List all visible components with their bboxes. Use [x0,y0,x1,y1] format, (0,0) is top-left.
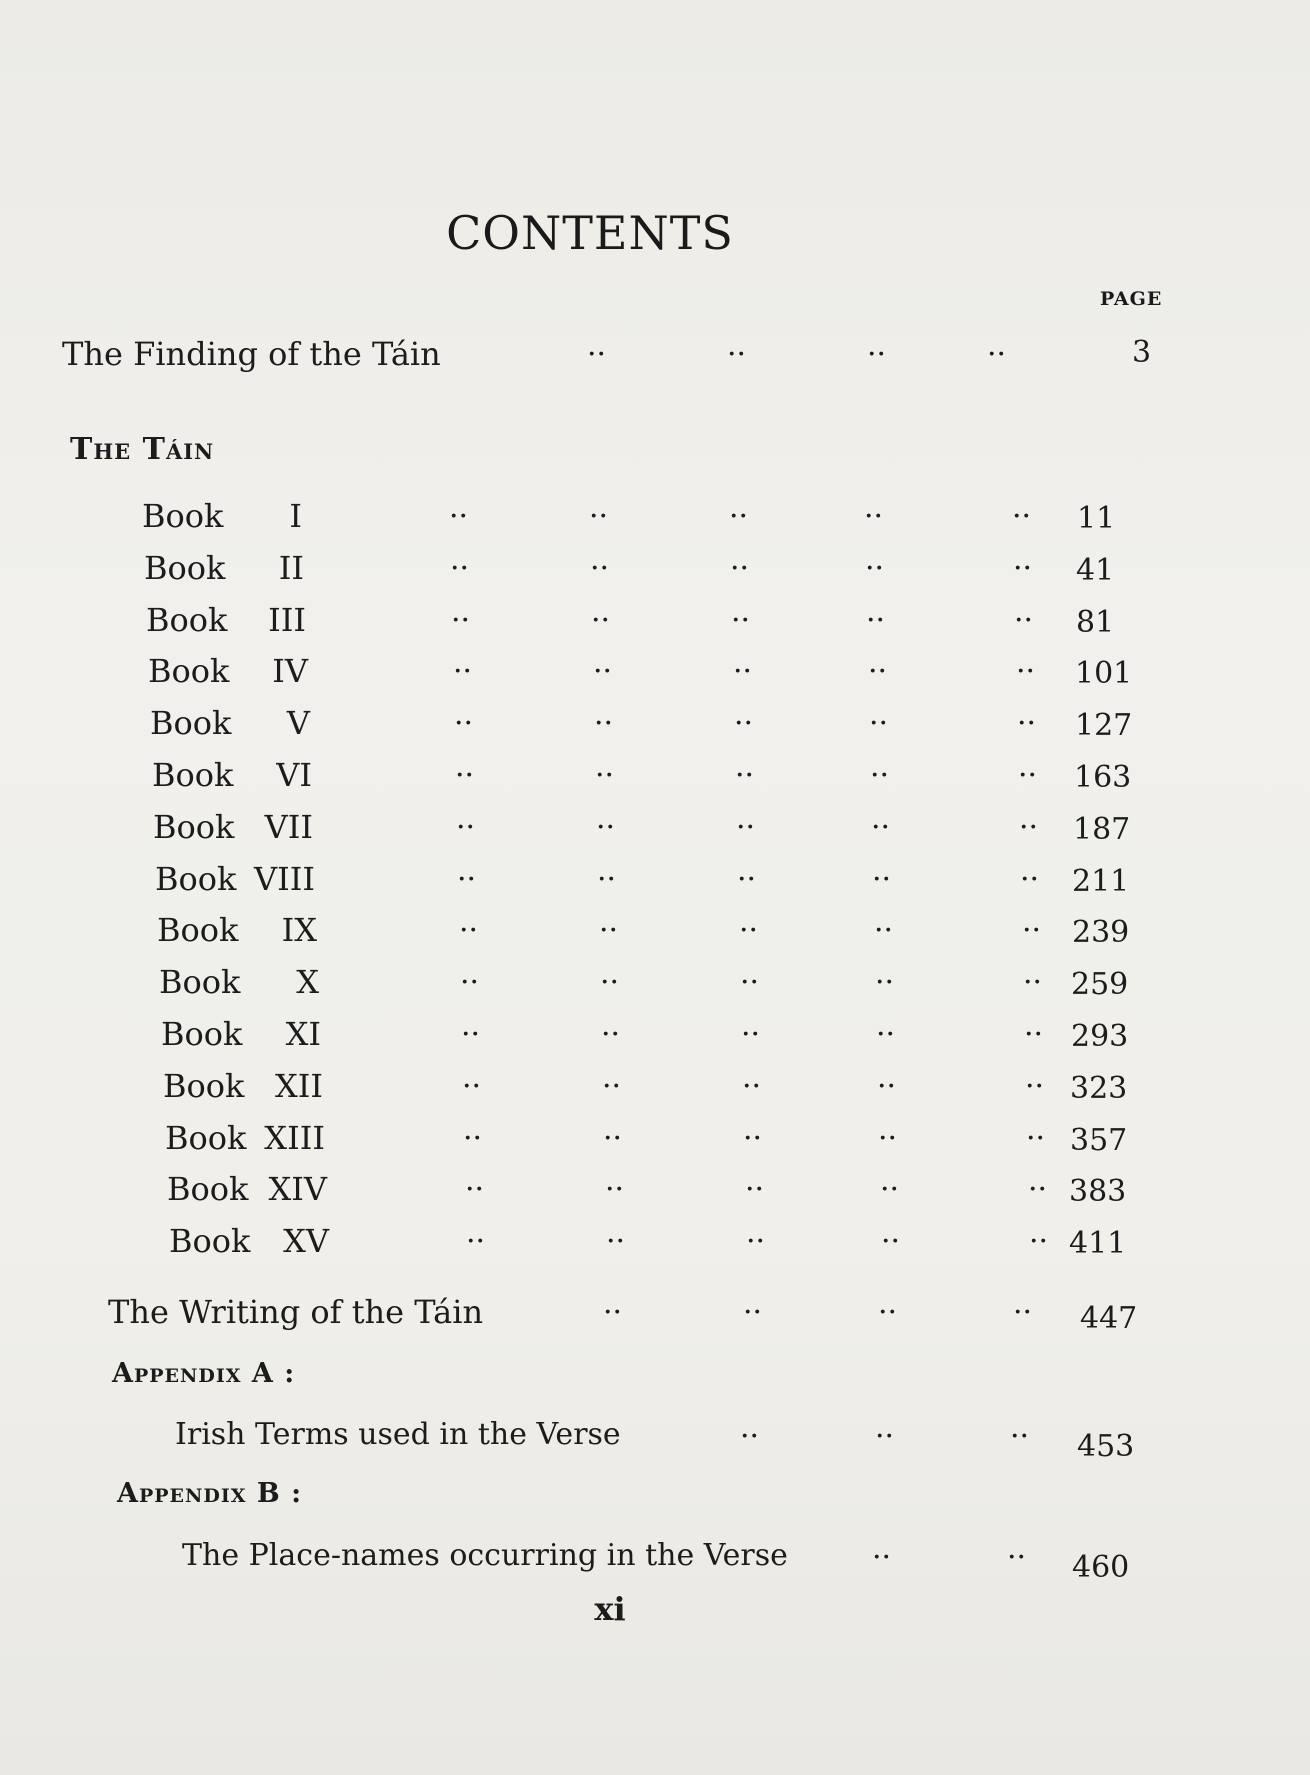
book-numeral: III [268,601,306,639]
toc-entry-book[interactable] [155,860,1310,900]
leader-dots: ·· [987,337,1007,372]
book-word: Book [153,808,235,846]
leader-dots: ·· [1012,499,1032,534]
leader-dots: ·· [596,810,616,845]
book-word: Book [161,1015,243,1053]
toc-entry-finding[interactable] [62,335,1262,375]
toc-entry-book[interactable] [167,1170,1310,1210]
book-word: Book [150,704,232,742]
leader-dots: ·· [868,654,888,689]
leader-dots: ·· [727,337,747,372]
book-numeral: XIV [268,1170,327,1208]
leader-dots: ·· [740,965,760,1000]
book-word: Book [142,497,224,535]
leader-dots: ·· [589,499,609,534]
folio-number: xi [594,1590,626,1628]
leader-dots: ·· [1019,810,1039,845]
book-numeral: XV [283,1222,329,1260]
leader-dots: ·· [1013,1295,1033,1330]
toc-entry-book[interactable] [146,601,1310,641]
leader-dots: ·· [875,965,895,1000]
toc-entry-appendix-a[interactable] [175,1417,1310,1464]
book-word: Book [169,1222,251,1260]
leader-dots: ·· [595,758,615,793]
leader-dots: ·· [603,1295,623,1330]
leader-dots: ·· [741,1017,761,1052]
leader-dots: ·· [866,603,886,638]
toc-entry-book[interactable] [148,652,1310,692]
leader-dots: ·· [872,862,892,897]
leader-dots: ·· [881,1224,901,1259]
book-word: Book [159,963,241,1001]
leader-dots: ·· [876,1017,896,1052]
leader-dots: ·· [466,1224,486,1259]
entry-page-number: 187 [1073,812,1131,847]
toc-entry-book[interactable] [159,963,1310,1003]
leader-dots: ·· [736,810,756,845]
book-word: Book [146,601,228,639]
leader-dots: ·· [591,603,611,638]
leader-dots: ·· [461,1017,481,1052]
leader-dots: ·· [864,499,884,534]
leader-dots: ·· [742,1069,762,1104]
leader-dots: ·· [462,1069,482,1104]
entry-label: The Writing of the Táin [108,1293,484,1331]
leader-dots: ·· [454,706,474,741]
leader-dots: ·· [455,758,475,793]
leader-dots: ·· [743,1121,763,1156]
leader-dots: ·· [451,603,471,638]
leader-dots: ·· [1022,913,1042,948]
book-numeral: V [286,704,310,742]
leader-dots: ·· [597,862,617,897]
leader-dots: ·· [870,758,890,793]
leader-dots: ·· [599,913,619,948]
leader-dots: ·· [602,1069,622,1104]
book-numeral: X [296,963,319,1001]
leader-dots: ·· [594,706,614,741]
leader-dots: ·· [590,551,610,586]
entry-page-number: 127 [1075,708,1133,743]
book-numeral: XI [285,1015,321,1053]
leader-dots: ·· [460,965,480,1000]
appendix-a-heading: Appendix A : [112,1358,296,1389]
entry-page-number: 239 [1072,915,1130,950]
leader-dots: ·· [733,654,753,689]
leader-dots: ·· [729,499,749,534]
leader-dots: ·· [865,551,885,586]
leader-dots: ·· [872,1540,892,1575]
entry-page-number: 41 [1076,553,1115,588]
leader-dots: ·· [878,1295,898,1330]
page-column-label: PAGE [1100,288,1163,310]
entry-page-number: 411 [1069,1226,1127,1261]
leader-dots: ·· [459,913,479,948]
leader-dots: ·· [871,810,891,845]
book-numeral: XII [274,1067,323,1105]
toc-entry-book[interactable] [153,808,1310,848]
leader-dots: ·· [735,758,755,793]
leader-dots: ·· [746,1224,766,1259]
section-heading-tain: The Táin [70,432,215,467]
book-word: Book [155,860,237,898]
leader-dots: ·· [880,1172,900,1207]
leader-dots: ·· [730,551,750,586]
book-numeral: XIII [264,1119,325,1157]
book-word: Book [163,1067,245,1105]
leader-dots: ·· [587,337,607,372]
leader-dots: ·· [1017,706,1037,741]
book-numeral: VI [276,756,312,794]
leader-dots: ·· [463,1121,483,1156]
leader-dots: ·· [875,1419,895,1454]
entry-page-number: 81 [1076,605,1115,640]
book-numeral: VIII [253,860,315,898]
entry-page-number: 460 [1072,1550,1130,1585]
leader-dots: ·· [1014,603,1034,638]
leader-dots: ·· [740,1419,760,1454]
leader-dots: ·· [465,1172,485,1207]
leader-dots: ·· [605,1172,625,1207]
book-word: Book [144,549,226,587]
entry-page-number: 447 [1080,1301,1138,1336]
entry-page-number: 3 [1132,335,1152,370]
leader-dots: ·· [1013,551,1033,586]
leader-dots: ·· [603,1121,623,1156]
leader-dots: ·· [1010,1419,1030,1454]
leader-dots: ·· [737,862,757,897]
entry-page-number: 323 [1070,1071,1128,1106]
entry-label: Irish Terms used in the Verse [175,1417,621,1452]
toc-entry-book[interactable] [161,1015,1310,1055]
leader-dots: ·· [453,654,473,689]
leader-dots: ·· [1026,1121,1046,1156]
leader-dots: ·· [874,913,894,948]
entry-page-number: 383 [1069,1174,1127,1209]
entry-label: The Place-names occurring in the Verse [182,1538,788,1573]
book-word: Book [152,756,234,794]
entry-page-number: 259 [1071,967,1129,1002]
book-word: Book [157,911,239,949]
leader-dots: ·· [734,706,754,741]
entry-page-number: 453 [1077,1429,1135,1464]
toc-entry-writing[interactable] [108,1293,1308,1336]
entry-page-number: 101 [1075,656,1133,691]
book-numeral: IV [272,652,308,690]
leader-dots: ·· [606,1224,626,1259]
toc-entry-book[interactable] [165,1119,1310,1159]
toc-entry-book[interactable] [142,497,1310,537]
book-numeral: VII [264,808,313,846]
toc-entry-book[interactable] [152,756,1310,796]
page-title: CONTENTS [446,206,734,260]
entry-page-number: 11 [1077,501,1116,536]
leader-dots: ·· [739,913,759,948]
toc-entry-book[interactable] [150,704,1310,744]
appendix-b-heading: Appendix B : [117,1478,303,1509]
leader-dots: ·· [1020,862,1040,897]
leader-dots: ·· [1028,1172,1048,1207]
toc-entry-book[interactable] [157,911,1310,951]
leader-dots: ·· [869,706,889,741]
leader-dots: ·· [457,862,477,897]
entry-label: The Finding of the Táin [62,335,441,373]
show-through-shading [140,60,1090,61]
entry-page-number: 163 [1074,760,1132,795]
leader-dots: ·· [731,603,751,638]
entry-page-number: 357 [1070,1123,1128,1158]
leader-dots: ·· [600,965,620,1000]
leader-dots: ·· [877,1069,897,1104]
entry-page-number: 293 [1071,1019,1129,1054]
leader-dots: ·· [1023,965,1043,1000]
leader-dots: ·· [1024,1017,1044,1052]
leader-dots: ·· [867,337,887,372]
leader-dots: ·· [593,654,613,689]
leader-dots: ·· [878,1121,898,1156]
leader-dots: ·· [1016,654,1036,689]
leader-dots: ·· [450,551,470,586]
entry-page-number: 211 [1072,864,1130,899]
book-word: Book [148,652,230,690]
leader-dots: ·· [1007,1540,1027,1575]
book-numeral: II [278,549,304,587]
leader-dots: ·· [601,1017,621,1052]
toc-entry-book[interactable] [169,1222,1310,1262]
leader-dots: ·· [449,499,469,534]
toc-entry-book[interactable] [163,1067,1310,1107]
book-word: Book [165,1119,247,1157]
leader-dots: ·· [745,1172,765,1207]
book-numeral: I [289,497,302,535]
leader-dots: ·· [743,1295,763,1330]
leader-dots: ·· [1018,758,1038,793]
leader-dots: ·· [1025,1069,1045,1104]
book-numeral: IX [281,911,317,949]
book-word: Book [167,1170,249,1208]
leader-dots: ·· [456,810,476,845]
toc-entry-appendix-b[interactable] [182,1538,1310,1585]
toc-entry-book[interactable] [144,549,1310,589]
leader-dots: ·· [1029,1224,1049,1259]
